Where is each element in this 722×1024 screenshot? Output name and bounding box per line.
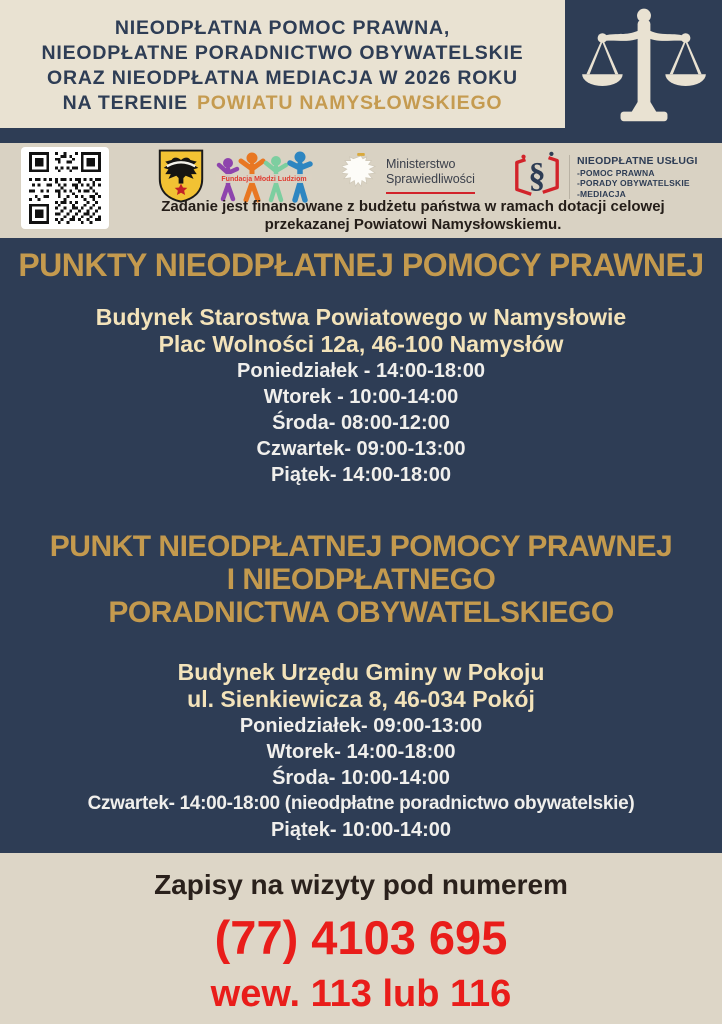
- section2-location-line-2: ul. Sienkiewicza 8, 46-034 Pokój: [187, 686, 535, 712]
- title-prefix: NA TERENIE: [62, 92, 188, 114]
- section1-location-line-1: Budynek Starostwa Powiatowego w Namysłowie: [95, 304, 627, 330]
- section2-schedule-tuesday: Wtorek- 14:00-18:00: [266, 741, 456, 763]
- poster-title-line-1: NIEODPŁATNA POMOC PRAWNA,: [114, 17, 451, 39]
- main-section: [0, 238, 722, 853]
- scales-of-justice-icon: [580, 6, 708, 134]
- county-name-highlight: POWIATU NAMYSŁOWSKIEGO: [196, 92, 503, 114]
- poster-title-line-2: NIEODPŁATNE PORADNICTWO OBYWATELSKIE: [41, 42, 524, 64]
- uslugi-item-3: -MEDIACJA: [577, 188, 627, 199]
- uslugi-item-1: -POMOC PRAWNA: [577, 167, 655, 178]
- ministry-of-justice-logo: [342, 151, 482, 199]
- ministry-line-2: Sprawiedliwości: [386, 171, 475, 186]
- section2-details: [0, 659, 722, 843]
- funding-note: [110, 198, 716, 234]
- section1-schedule-thursday: Czwartek- 09:00-13:00: [256, 438, 466, 460]
- title-box: [0, 0, 565, 128]
- poster-title-line-3: ORAZ NIEODPŁATNA MEDIACJA W 2026 ROKU: [47, 67, 518, 89]
- uslugi-logo-text: [569, 155, 698, 200]
- booking-label: Zapisy na wizyty pod numerem: [154, 869, 568, 900]
- fundacja-mlodzi-ludziom-logo: [214, 151, 314, 203]
- uslugi-item-2: -PORADY OBYWATELSKIE: [577, 178, 690, 189]
- section1-heading: PUNKTY NIEODPŁATNEJ POMOCY PRAWNEJ: [18, 247, 704, 283]
- uslugi-title: NIEODPŁATNE USŁUGI: [577, 154, 698, 167]
- qr-code: [21, 147, 109, 229]
- ministry-logo-text: [386, 157, 475, 194]
- section1-schedule-wednesday: Środa- 08:00-12:00: [272, 412, 450, 434]
- nieodplatne-uslugi-logo: [512, 149, 712, 205]
- logo-band: [0, 143, 722, 238]
- section2-location-line-1: Budynek Urzędu Gminy w Pokoju: [177, 659, 545, 685]
- paragraph-book-icon: [512, 150, 562, 205]
- section2-heading-line-3: PORADNICTWA OBYWATELSKIEGO: [108, 596, 614, 629]
- phone-extension: wew. 113 lub 116: [210, 973, 512, 1015]
- ministry-line-1: Ministerstwo: [386, 156, 456, 171]
- section1-details: [0, 304, 722, 488]
- section1-location-line-2: Plac Wolności 12a, 46-100 Namysłów: [158, 331, 564, 357]
- section2-schedule-thursday: Czwartek- 14:00-18:00 (nieodpłatne poradnictwo obywatelskie): [87, 793, 635, 814]
- svg-text:§: §: [528, 156, 546, 195]
- footer: [0, 853, 722, 1024]
- section1-schedule-tuesday: Wtorek - 10:00-14:00: [263, 386, 459, 408]
- header: [0, 0, 722, 143]
- funding-note-line-1: Zadanie jest finansowane z budżetu państwa w ramach dotacji celowej: [161, 198, 665, 215]
- section1-schedule-friday: Piątek- 14:00-18:00: [270, 464, 452, 486]
- section2-schedule-monday: Poniedziałek- 09:00-13:00: [239, 715, 483, 737]
- section2-heading: [0, 530, 722, 629]
- fundacja-label-text: Fundacja Młodzi Ludziom: [221, 176, 307, 183]
- county-coat-of-arms-icon: [157, 149, 205, 204]
- section2-schedule-friday: Piątek- 10:00-14:00: [270, 819, 452, 841]
- section2-heading-line-1: PUNKT NIEODPŁATNEJ POMOCY PRAWNEJ: [49, 530, 673, 563]
- poster-title-line-4: [63, 91, 503, 116]
- section2-heading-line-2: I NIEODPŁATNEGO: [226, 563, 496, 596]
- white-eagle-icon: [342, 152, 380, 199]
- funding-note-line-2: przekazanej Powiatowi Namysłowskiemu.: [264, 216, 562, 233]
- phone-number: (77) 4103 695: [214, 911, 508, 964]
- section1-schedule-monday: Poniedziałek - 14:00-18:00: [237, 360, 485, 382]
- section2-schedule-wednesday: Środa- 10:00-14:00: [272, 767, 450, 789]
